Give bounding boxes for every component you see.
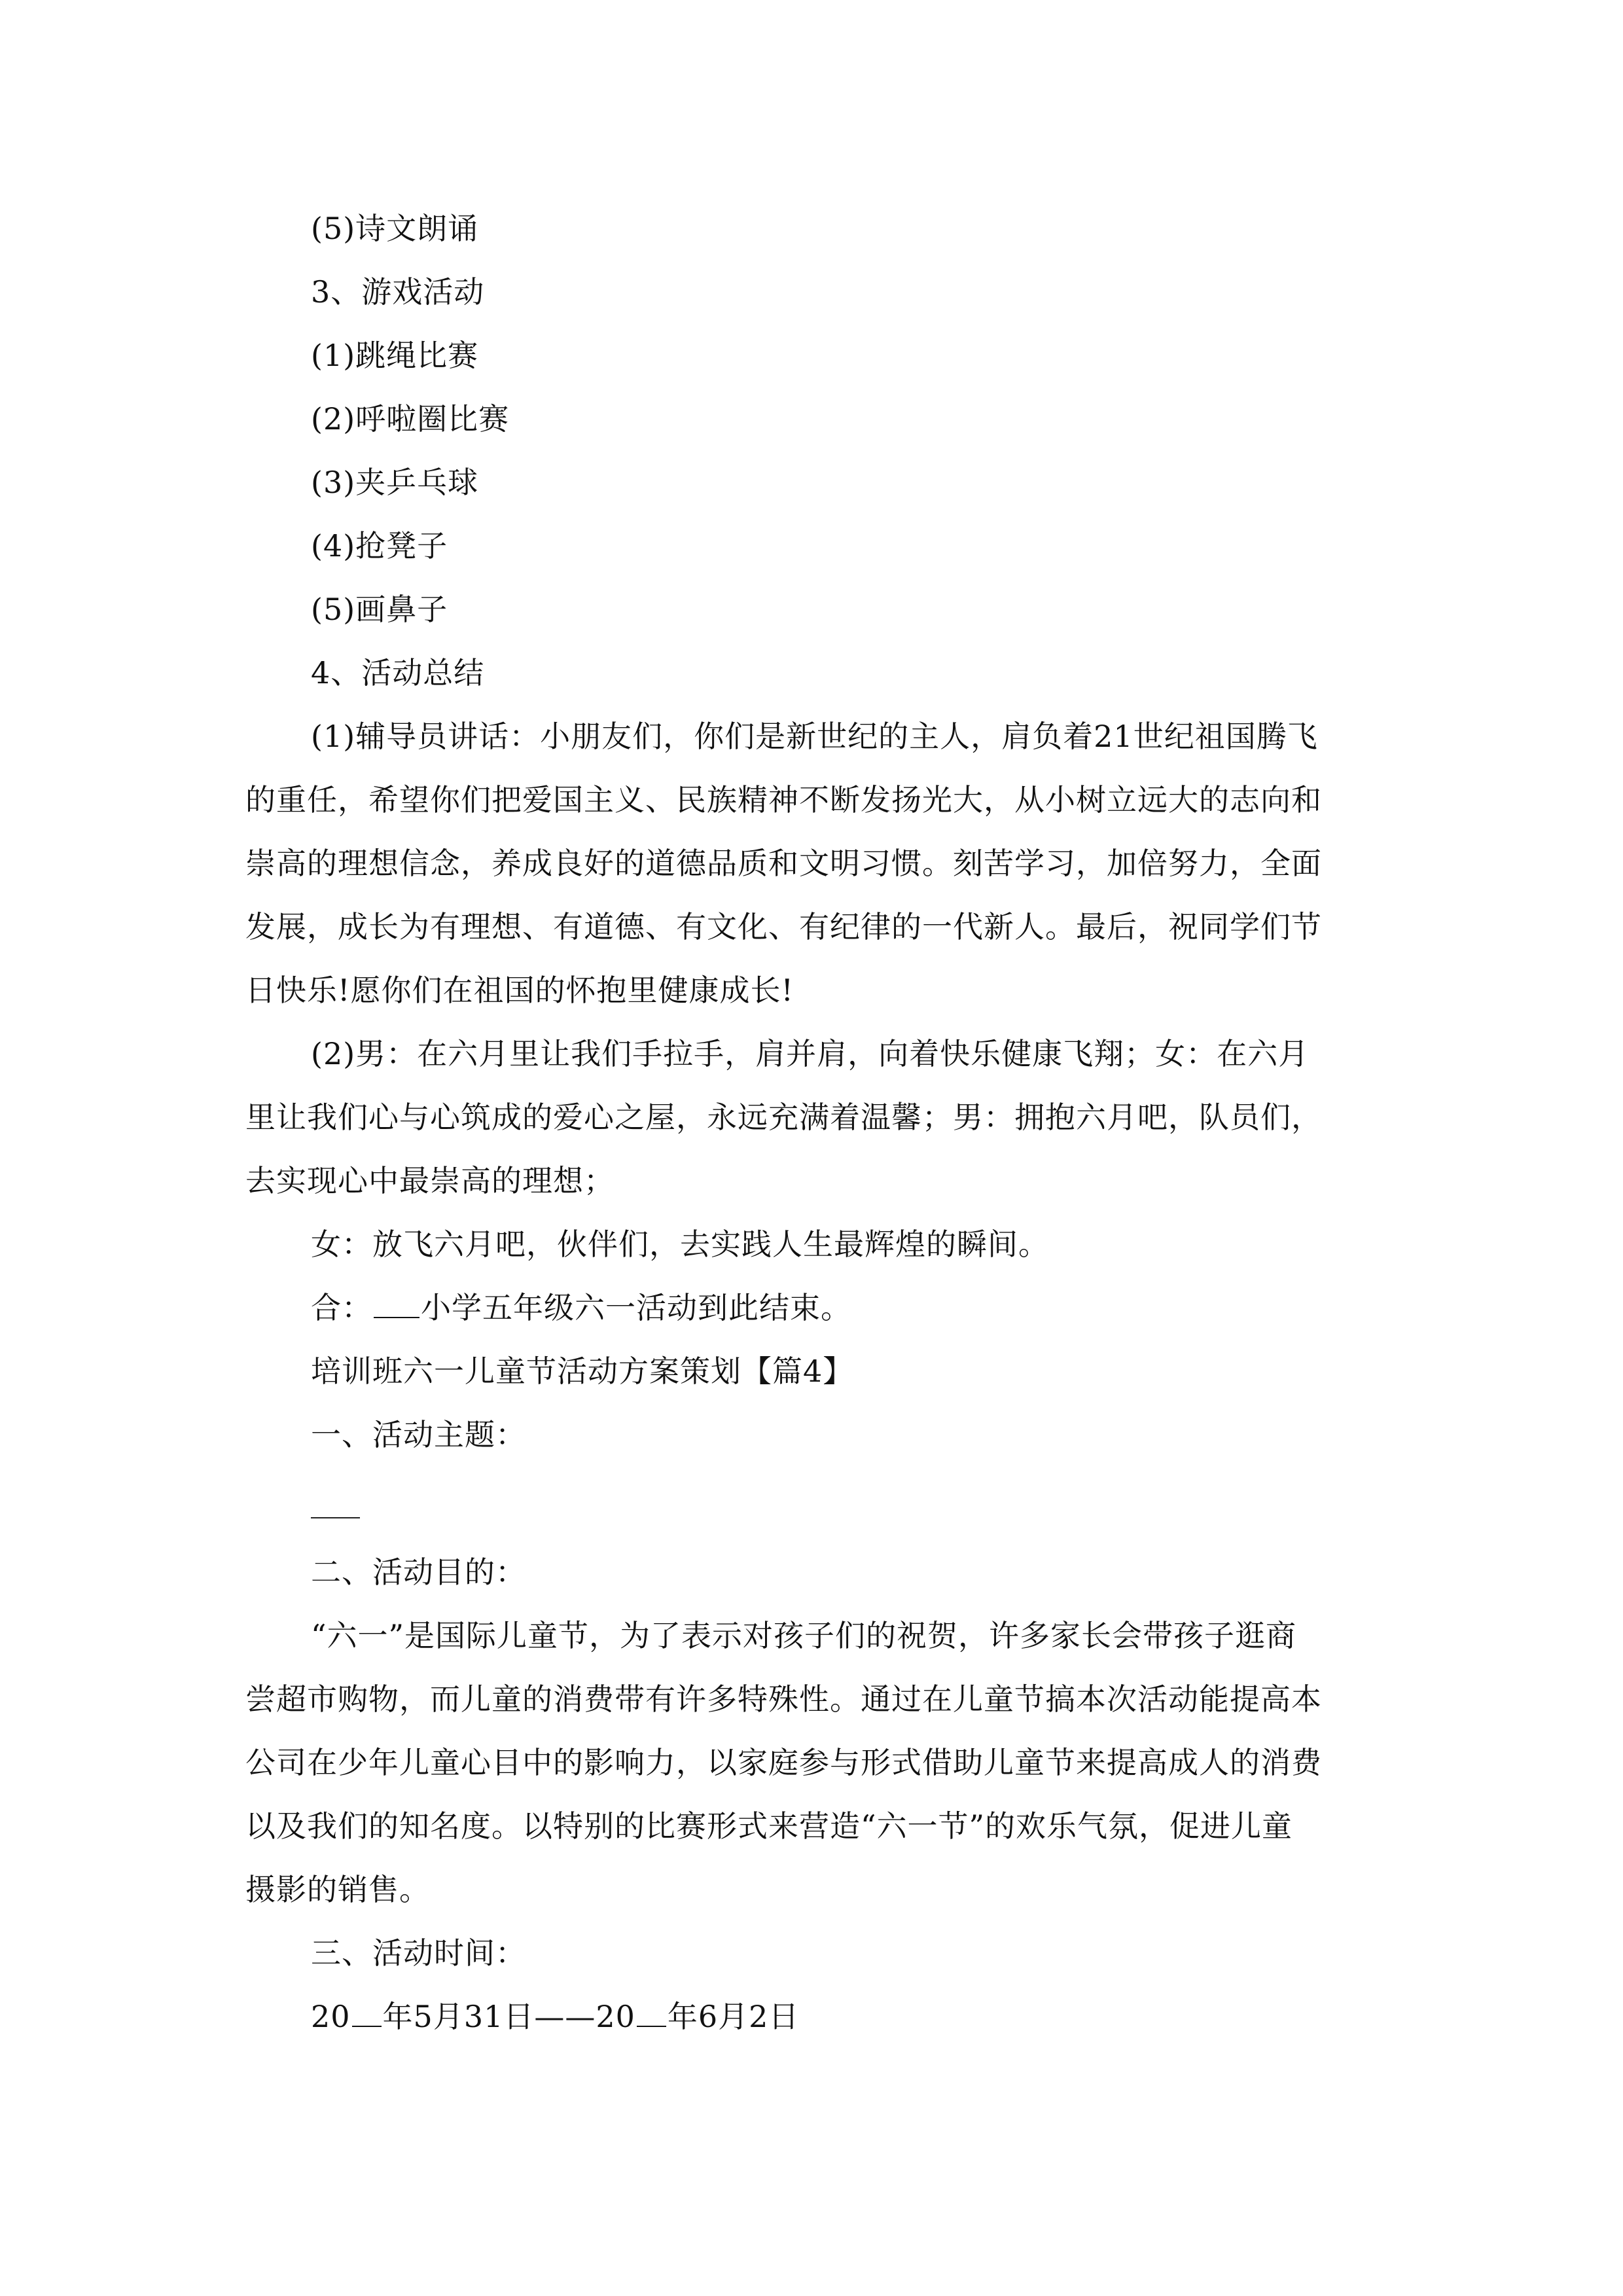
date-line [311,1984,1384,2049]
paragraph-line: 公司在少年儿童心目中的影响力，以家庭参与形式借助儿童节来提高成人的消费 [245,1745,1322,1780]
paragraph-line: 去实现心中最崇高的理想； [245,1163,615,1198]
paragraph-line: 的重任，希望你们把爱国主义、民族精神不断发扬光大，从小树立远大的志向和 [245,782,1322,817]
closing-prefix: 合： [311,1290,372,1325]
paragraph-line: 崇高的理想信念，养成良好的道德品质和文明习惯。刻苦学习，加倍努力，全面 [245,846,1322,881]
date-part: 年5月31日——20 [382,1999,635,2034]
paragraph-line: 尝超市购物，而儿童的消费带有许多特殊性。通过在儿童节搞本次活动能提高本 [245,1681,1322,1717]
date-part: 年6月2日 [667,1999,800,2034]
paragraph-line: 女：放飞六月吧，伙伴们，去实践人生最辉煌的瞬间。 [311,1227,1049,1262]
paragraph-line: 发展，成长为有理想、有道德、有文化、有纪律的一代新人。最后，祝同学们节 [245,909,1322,944]
text-line: (1)跳绳比赛 [311,338,479,373]
section-heading: 4、活动总结 [311,655,485,691]
paragraph-line: 里让我们心与心筑成的爱心之屋，永远充满着温馨；男：拥抱六月吧，队员们， [245,1100,1322,1135]
paragraph-line: “六一”是国际儿童节，为了表示对孩子们的祝贺，许多家长会带孩子逛商 [311,1618,1297,1653]
section-heading: 一、活动主题： [311,1417,526,1452]
paragraph-line: (2)男：在六月里让我们手拉手，肩并肩，向着快乐健康飞翔；女：在六月 [311,1036,1310,1071]
section-title: 培训班六一儿童节活动方案策划【篇4】 [311,1354,854,1389]
paragraph-line: (1)辅导员讲话：小朋友们，你们是新世纪的主人，肩负着21世纪祖国腾飞 [311,719,1318,754]
fill-blank [352,2000,382,2027]
text-line: (5)诗文朗诵 [311,211,479,246]
text-line: (2)呼啦圈比赛 [311,401,510,437]
section-heading: 二、活动目的： [311,1554,526,1590]
paragraph-line: 摄影的销售。 [245,1872,430,1907]
section-heading: 三、活动时间： [311,1935,526,1971]
paragraph-line: 日快乐!愿你们在祖国的怀抱里健康成长! [245,973,794,1008]
date-part: 20 [311,1999,351,2034]
fill-blank [637,2000,666,2027]
closing-line [311,1276,1384,1340]
text-line: (5)画鼻子 [311,592,448,627]
text-line: (4)抢凳子 [311,528,448,564]
closing-text: 小学五年级六一活动到此结束。 [421,1290,851,1325]
paragraph-line: 以及我们的知名度。以特别的比赛形式来营造“六一节”的欢乐气氛，促进儿童 [245,1808,1293,1844]
fill-blank [374,1291,419,1318]
text-line: (3)夹乒乓球 [311,465,479,500]
section-heading: 3、游戏活动 [311,274,485,310]
fill-blank [311,1517,360,1518]
